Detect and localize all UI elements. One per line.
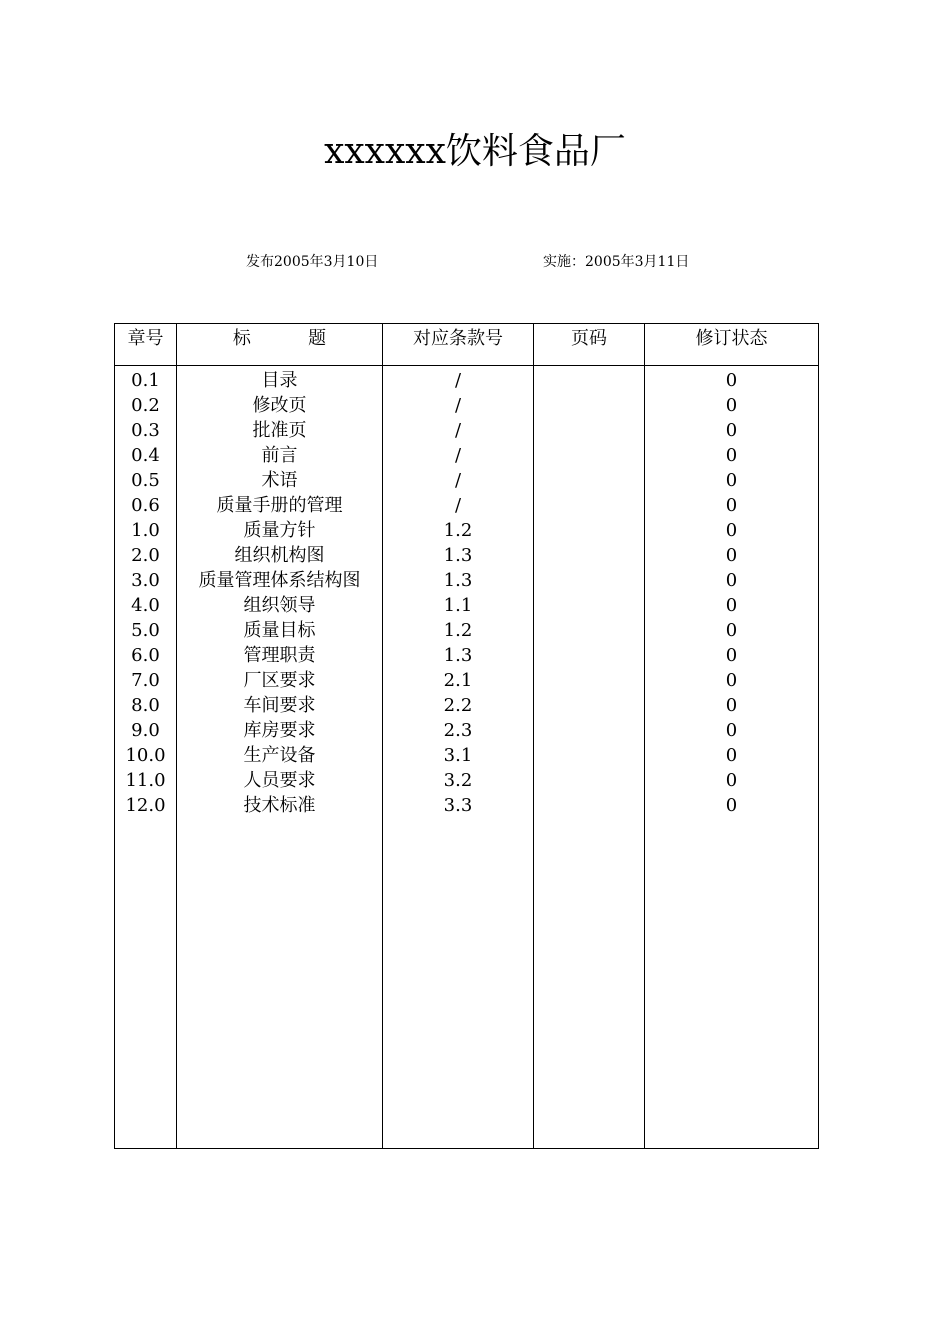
empty-cell-page (534, 818, 645, 1149)
table-row (115, 718, 819, 743)
header-title (177, 324, 383, 366)
cell-chapter: 4.0 (115, 593, 177, 618)
cell-revision: 0 (645, 668, 819, 693)
cell-clause: 3.3 (383, 793, 534, 818)
table-row (115, 418, 819, 443)
header-clause: 对应条款号 (383, 324, 534, 366)
document-title: xxxxxx饮料食品厂 (324, 131, 626, 172)
cell-chapter: 0.4 (115, 443, 177, 468)
cell-revision: 0 (645, 418, 819, 443)
table-row (115, 366, 819, 394)
cell-revision: 0 (645, 393, 819, 418)
empty-cell-chapter (115, 818, 177, 1149)
cell-title: 前言 (177, 443, 383, 468)
cell-page (534, 518, 645, 543)
cell-page (534, 718, 645, 743)
cell-clause: 2.1 (383, 668, 534, 693)
cell-chapter: 7.0 (115, 668, 177, 693)
cell-clause: 1.1 (383, 593, 534, 618)
cell-title: 质量方针 (177, 518, 383, 543)
cell-clause: 1.3 (383, 643, 534, 668)
table-row (115, 543, 819, 568)
cell-clause: 2.3 (383, 718, 534, 743)
cell-clause: 1.2 (383, 618, 534, 643)
table-row (115, 618, 819, 643)
cell-page (534, 668, 645, 693)
contents-table (114, 323, 819, 1149)
cell-chapter: 3.0 (115, 568, 177, 593)
cell-title: 厂区要求 (177, 668, 383, 693)
cell-page (534, 568, 645, 593)
cell-revision: 0 (645, 793, 819, 818)
table-header-row (115, 324, 819, 366)
cell-title: 技术标准 (177, 793, 383, 818)
header-chapter: 章号 (115, 324, 177, 366)
cell-revision: 0 (645, 366, 819, 394)
table-row (115, 493, 819, 518)
header-revision: 修订状态 (645, 324, 819, 366)
cell-chapter: 1.0 (115, 518, 177, 543)
cell-revision: 0 (645, 718, 819, 743)
empty-cell-title (177, 818, 383, 1149)
cell-title: 质量管理体系结构图 (177, 568, 383, 593)
cell-revision: 0 (645, 493, 819, 518)
cell-revision: 0 (645, 618, 819, 643)
empty-cell-clause (383, 818, 534, 1149)
cell-title: 管理职责 (177, 643, 383, 668)
table-row (115, 443, 819, 468)
cell-chapter: 6.0 (115, 643, 177, 668)
cell-page (534, 643, 645, 668)
cell-revision: 0 (645, 543, 819, 568)
table-row (115, 393, 819, 418)
cell-chapter: 0.2 (115, 393, 177, 418)
implement-date: 实施：2005年3月11日 (543, 254, 690, 270)
header-page: 页码 (534, 324, 645, 366)
cell-page (534, 443, 645, 468)
cell-clause: 1.2 (383, 518, 534, 543)
cell-page (534, 366, 645, 394)
cell-page (534, 493, 645, 518)
cell-title: 人员要求 (177, 768, 383, 793)
table-row (115, 743, 819, 768)
table-row (115, 468, 819, 493)
cell-page (534, 618, 645, 643)
cell-clause: 3.2 (383, 768, 534, 793)
cell-chapter: 0.6 (115, 493, 177, 518)
cell-page (534, 468, 645, 493)
cell-clause: / (383, 443, 534, 468)
cell-revision: 0 (645, 593, 819, 618)
cell-clause: 1.3 (383, 568, 534, 593)
cell-clause: 3.1 (383, 743, 534, 768)
cell-title: 目录 (177, 366, 383, 394)
cell-title: 组织领导 (177, 593, 383, 618)
cell-revision: 0 (645, 468, 819, 493)
cell-page (534, 743, 645, 768)
cell-page (534, 393, 645, 418)
cell-page (534, 768, 645, 793)
cell-chapter: 11.0 (115, 768, 177, 793)
cell-title: 库房要求 (177, 718, 383, 743)
cell-title: 生产设备 (177, 743, 383, 768)
header-title-text: 标 题 (232, 328, 327, 349)
cell-clause: 2.2 (383, 693, 534, 718)
cell-page (534, 543, 645, 568)
table-row (115, 593, 819, 618)
cell-title: 批准页 (177, 418, 383, 443)
cell-chapter: 0.3 (115, 418, 177, 443)
cell-chapter: 2.0 (115, 543, 177, 568)
table-row (115, 518, 819, 543)
table-row (115, 793, 819, 818)
cell-chapter: 0.5 (115, 468, 177, 493)
cell-revision: 0 (645, 568, 819, 593)
cell-chapter: 12.0 (115, 793, 177, 818)
table-row (115, 693, 819, 718)
cell-clause: / (383, 366, 534, 394)
table-body (115, 366, 819, 1149)
table-empty-space (115, 818, 819, 1149)
cell-title: 质量目标 (177, 618, 383, 643)
cell-revision: 0 (645, 518, 819, 543)
cell-chapter: 8.0 (115, 693, 177, 718)
table-row (115, 643, 819, 668)
cell-title: 车间要求 (177, 693, 383, 718)
cell-title: 修改页 (177, 393, 383, 418)
table-row (115, 668, 819, 693)
cell-page (534, 418, 645, 443)
cell-page (534, 593, 645, 618)
cell-chapter: 0.1 (115, 366, 177, 394)
cell-chapter: 5.0 (115, 618, 177, 643)
cell-clause: / (383, 493, 534, 518)
cell-revision: 0 (645, 693, 819, 718)
table-row (115, 568, 819, 593)
cell-revision: 0 (645, 743, 819, 768)
cell-chapter: 10.0 (115, 743, 177, 768)
cell-revision: 0 (645, 443, 819, 468)
cell-revision: 0 (645, 643, 819, 668)
cell-clause: / (383, 418, 534, 443)
cell-clause: / (383, 393, 534, 418)
cell-clause: / (383, 468, 534, 493)
table-row (115, 768, 819, 793)
cell-page (534, 793, 645, 818)
cell-title: 组织机构图 (177, 543, 383, 568)
cell-chapter: 9.0 (115, 718, 177, 743)
issue-date: 发布2005年3月10日 (246, 254, 379, 270)
cell-title: 质量手册的管理 (177, 493, 383, 518)
cell-title: 术语 (177, 468, 383, 493)
cell-page (534, 693, 645, 718)
empty-cell-revision (645, 818, 819, 1149)
cell-revision: 0 (645, 768, 819, 793)
cell-clause: 1.3 (383, 543, 534, 568)
